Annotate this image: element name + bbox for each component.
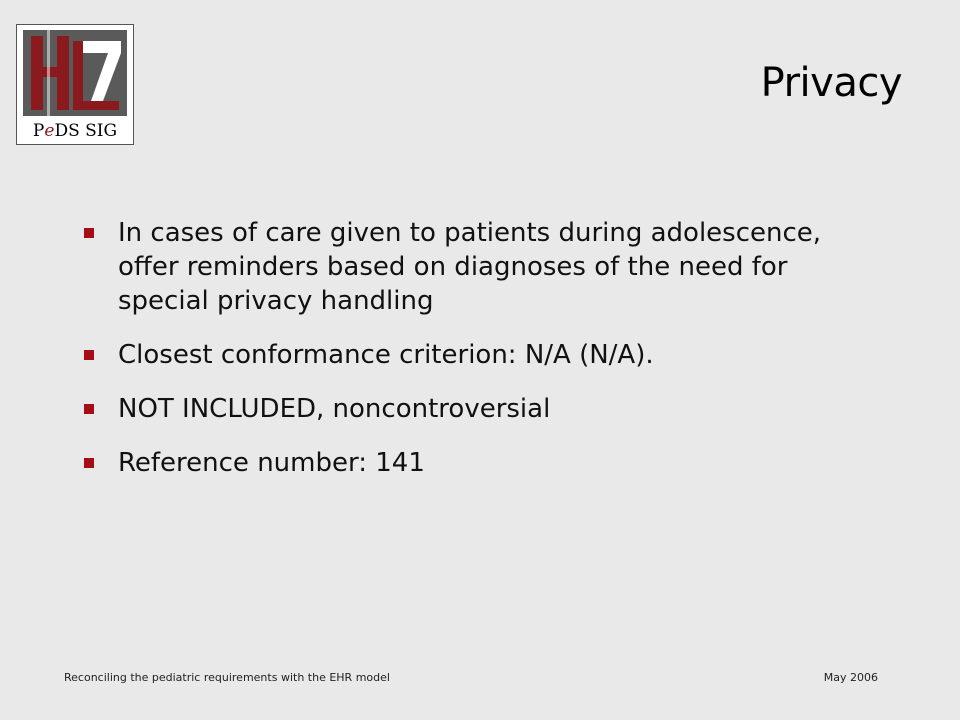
slide-title: Privacy (760, 60, 902, 106)
bullet-item (84, 392, 884, 426)
hl7-logo-icon (17, 25, 133, 144)
bullet-item (84, 446, 884, 480)
logo-caption-e: e (44, 121, 55, 141)
bullet-text: NOT INCLUDED, noncontroversial (118, 394, 551, 424)
logo-caption-p: P (32, 121, 45, 141)
square-bullet-icon (84, 350, 94, 360)
square-bullet-icon (84, 404, 94, 414)
square-bullet-icon (84, 458, 94, 468)
bullet-item (84, 216, 884, 318)
square-bullet-icon (84, 228, 94, 238)
bullet-list (84, 216, 884, 500)
bullet-text: Closest conformance criterion: N/A (N/A). (118, 340, 654, 370)
svg-text:PeDS SIG (33, 121, 117, 141)
footer-date: May 2006 (823, 671, 878, 684)
footer-title: Reconciling the pediatric requirements with the EHR model (64, 671, 390, 684)
bullet-item (84, 338, 884, 372)
bullet-text: In cases of care given to patients during adolescence, offer reminders based on diagnoses of the need for special privacy handling (118, 218, 822, 316)
logo-caption-rest: DS SIG (54, 121, 118, 141)
bullet-text: Reference number: 141 (118, 448, 425, 478)
hl7-peds-sig-logo (16, 24, 134, 145)
